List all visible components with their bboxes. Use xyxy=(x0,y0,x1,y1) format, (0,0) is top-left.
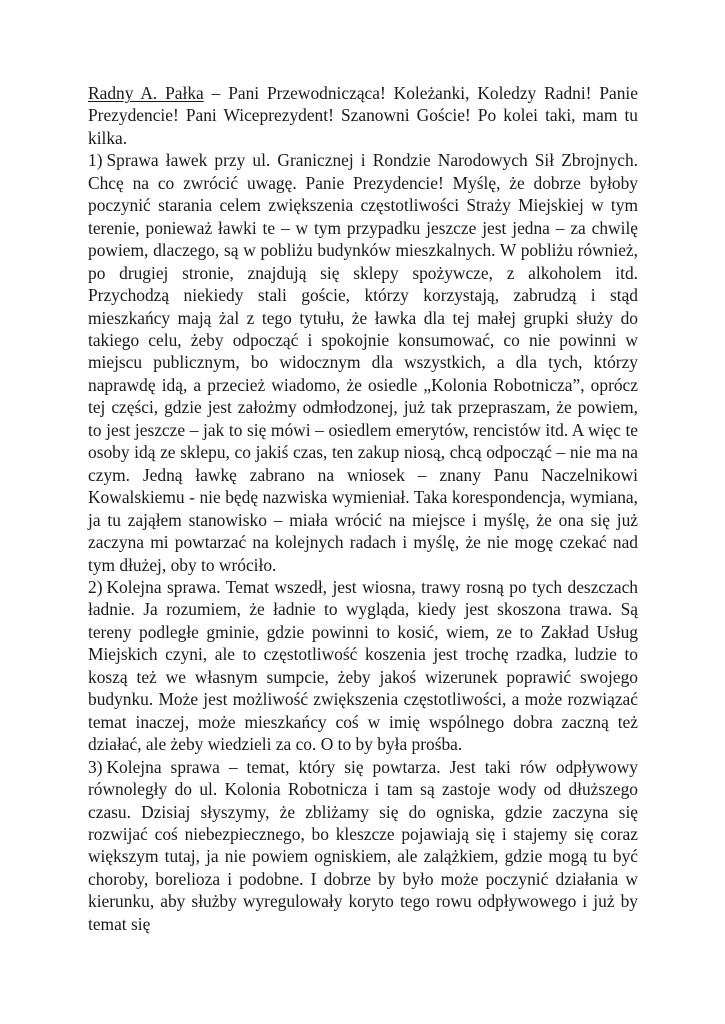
item-3-paragraph xyxy=(88,756,638,936)
item-1-text: Sprawa ławek przy ul. Granicznej i Rondzie Narodowych Sił Zbrojnych. Chcę na co zwrócić uwagę. Panie Prezydencie! Myślę, że dobrze byłoby poczynić starania celem zwiększenia częstotliwości Straży Miejskiej w tym terenie, ponieważ ławki te – w tym przypadku jeszcze jest jedna – za chwilę powiem, dlaczego, są w pobliżu budynków mieszkalnych. W pobliżu również, po drugiej stronie, znajdują się sklepy spożywcze, z alkoholem itd. Przychodzą niekiedy stali goście, którzy korzystają, zabrudzą i stąd mieszkańcy mają żal z tego tytułu, że ławka dla tej małej grupki służy do takiego celu, żeby odpocząć i spokojnie konsumować, co nie powinni w miejscu publicznym, bo widocznym dla wszystkich, a dla tych, którzy naprawdę idą, a przecież wiadomo, że osiedle „Kolonia Robotnicza”, oprócz tej części, gdzie jest założmy odmłodzonej, już tak przepraszam, że powiem, to jest jeszcze – jak to się mówi – osiedlem emerytów, rencistów itd. A więc te osoby idą ze sklepu, co jakiś czas, ten zakup niosą, chcą odpocząć – nie ma na czym. Jedną ławkę zabrano na wniosek – znany Panu Naczelnikowi Kowalskiemu - nie będę nazwiska wymieniał. Taka korespondencja, wymiana, ja tu zająłem stanowisko – miała wrócić na miejsce i myślę, że ona się już zaczyna mi powtarzać na kolejnych radach i myślę, że nie mogę czekać nad tym dłużej, oby to wróciło. xyxy=(88,150,638,575)
item-2-number: 2) xyxy=(88,576,103,597)
item-3-number: 3) xyxy=(88,756,103,777)
intro-paragraph xyxy=(88,82,638,149)
item-1-number: 1) xyxy=(88,150,103,171)
item-3-text: Kolejna sprawa – temat, który się powtarza. Jest taki rów odpływowy równoległy do ul. Kolonia Robotnicza i tam są zastoje wody od dłuższego czasu. Dzisiaj słyszymy, że zbliżamy się do ogniska, gdzie zaczyna się rozwijać coś niebezpiecznego, bo kleszcze pojawiają się i stajemy się coraz większym tutaj, ja nie powiem ogniskiem, ale zalążkiem, gdzie mogą tu być choroby, borelioza i podobne. I dobrze by było może poczynić działania w kierunku, aby służby wyregulowały koryto tego rowu odpływowego i już by temat się xyxy=(88,756,638,934)
item-1-paragraph xyxy=(88,149,638,576)
document-page xyxy=(88,82,638,935)
item-2-text: Kolejna sprawa. Temat wszedł, jest wiosna, trawy rosną po tych deszczach ładnie. Ja rozumiem, że ładnie to wygląda, kiedy jest skoszona trawa. Są tereny podległe gminie, gdzie powinni to kosić, wiem, ze to Zakład Usług Miejskich czyni, ale to częstotliwość koszenia jest trochę rzadka, ludzie to koszą też we własnym sumpcie, żeby jakoś wizerunek poprawić swojego budynku. Może jest możliwość zwiększenia częstotliwości, a może rozwiązać temat inaczej, może mieszkańcy coś w imię wspólnego dobra zaczną też działać, ale żeby wiedzieli za co. O to by była prośba. xyxy=(88,576,638,755)
speaker-name: Radny A. Pałka xyxy=(88,83,204,103)
item-2-paragraph xyxy=(88,576,638,756)
intro-text: – Pani Przewodnicząca! Koleżanki, Koledzy Radni! Panie Prezydencie! Pani Wiceprezydent! Szanowni Goście! Po kolei taki, mam tu kilka. xyxy=(88,83,638,148)
